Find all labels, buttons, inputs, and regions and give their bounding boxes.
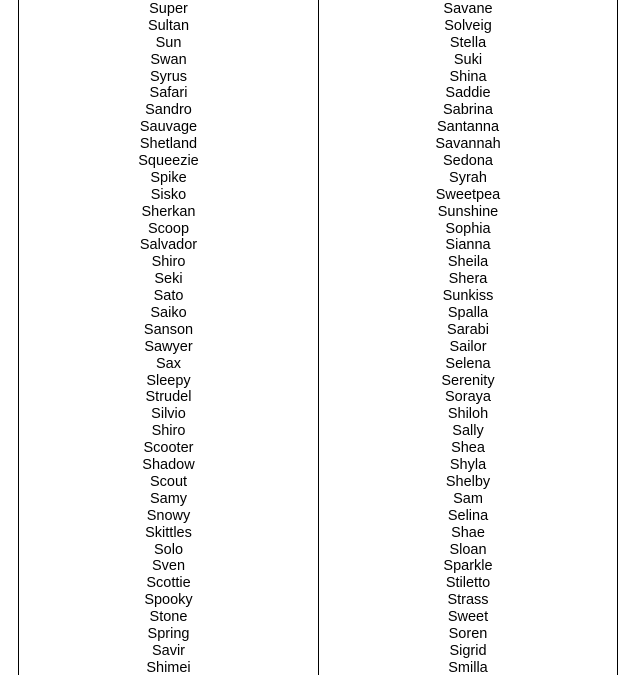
name-cell: Selina bbox=[447, 507, 489, 524]
name-cell: Sultan bbox=[147, 17, 190, 34]
name-cell: Scoop bbox=[147, 220, 190, 237]
name-cell: Sweet bbox=[447, 609, 489, 626]
name-cell: Sedona bbox=[443, 153, 493, 170]
name-cell: Saddie bbox=[445, 85, 491, 102]
name-cell: Solo bbox=[153, 541, 184, 558]
name-cell: Strass bbox=[447, 592, 489, 609]
name-cell: Sally bbox=[452, 423, 484, 440]
name-cell: Shae bbox=[451, 524, 485, 541]
left-name-column bbox=[19, 0, 319, 675]
name-cell: Spooky bbox=[144, 592, 193, 609]
name-cell: Shiloh bbox=[447, 406, 489, 423]
name-cell: Smilla bbox=[448, 659, 488, 676]
name-cell: Spalla bbox=[447, 305, 489, 322]
name-cell: Skittles bbox=[145, 524, 192, 541]
name-cell: Salvador bbox=[139, 237, 198, 254]
name-cell: Suki bbox=[453, 51, 483, 68]
name-cell: Sianna bbox=[445, 237, 491, 254]
name-cell: Sandro bbox=[145, 102, 192, 119]
name-cell: Super bbox=[149, 1, 188, 17]
name-cell: Sunshine bbox=[437, 203, 499, 220]
name-cell: Selena bbox=[445, 355, 491, 372]
name-cell: Strudel bbox=[145, 389, 192, 406]
name-cell: Syrus bbox=[149, 68, 188, 85]
name-cell: Seki bbox=[154, 271, 183, 288]
name-cell: Sax bbox=[156, 355, 181, 372]
name-cell: Sanson bbox=[143, 321, 194, 338]
name-cell: Stiletto bbox=[445, 575, 491, 592]
name-cell: Sailor bbox=[449, 338, 487, 355]
name-cell: Shina bbox=[449, 68, 487, 85]
name-cell: Solveig bbox=[444, 17, 492, 34]
name-cell: Swan bbox=[150, 51, 187, 68]
name-cell: Soren bbox=[448, 625, 488, 642]
name-cell: Shimei bbox=[146, 659, 191, 676]
name-cell: Savir bbox=[151, 642, 186, 659]
name-cell: Saiko bbox=[150, 305, 187, 322]
name-cell: Shea bbox=[451, 440, 485, 457]
name-cell: Shiro bbox=[151, 254, 186, 271]
name-cell: Snowy bbox=[146, 507, 191, 524]
name-cell: Stone bbox=[149, 609, 188, 626]
name-cell: Sun bbox=[155, 34, 182, 51]
name-cell: Sam bbox=[453, 490, 483, 507]
right-name-column bbox=[319, 0, 617, 675]
name-cell: Sleepy bbox=[146, 372, 191, 389]
name-cell: Sheila bbox=[447, 254, 489, 271]
name-cell: Sparkle bbox=[443, 558, 493, 575]
name-cell: Sawyer bbox=[144, 338, 193, 355]
name-cell: Stella bbox=[449, 34, 487, 51]
name-cell: Spring bbox=[147, 625, 190, 642]
name-cell: Scottie bbox=[146, 575, 191, 592]
name-cell: Savannah bbox=[435, 136, 501, 153]
name-cell: Shadow bbox=[142, 457, 195, 474]
name-cell: Safari bbox=[149, 85, 188, 102]
name-cell: Sabrina bbox=[443, 102, 493, 119]
name-cell: Shelby bbox=[445, 473, 491, 490]
name-cell: Sunkiss bbox=[442, 288, 494, 305]
name-cell: Serenity bbox=[441, 372, 495, 389]
name-cell: Samy bbox=[149, 490, 188, 507]
name-cell: Sigrid bbox=[449, 642, 487, 659]
name-cell: Soraya bbox=[445, 389, 491, 406]
name-cell: Sherkan bbox=[141, 203, 196, 220]
name-cell: Sweetpea bbox=[435, 186, 501, 203]
name-cell: Shetland bbox=[139, 136, 198, 153]
name-cell: Sloan bbox=[449, 541, 487, 558]
name-cell: Shiro bbox=[151, 423, 186, 440]
name-cell: Sisko bbox=[150, 186, 187, 203]
name-cell: Shyla bbox=[449, 457, 487, 474]
name-cell: Syrah bbox=[449, 169, 487, 186]
name-cell: Silvio bbox=[151, 406, 186, 423]
name-cell: Scooter bbox=[143, 440, 194, 457]
name-cell: Sarabi bbox=[447, 321, 489, 338]
name-cell: Sven bbox=[151, 558, 186, 575]
name-cell: Squeezie bbox=[138, 153, 199, 170]
name-cell: Spike bbox=[150, 169, 187, 186]
name-cell: Savane bbox=[443, 1, 493, 17]
name-cell: Santanna bbox=[436, 119, 500, 136]
names-table bbox=[18, 0, 618, 675]
name-cell: Sauvage bbox=[139, 119, 198, 136]
name-cell: Scout bbox=[149, 473, 188, 490]
name-cell: Shera bbox=[448, 271, 488, 288]
name-cell: Sophia bbox=[445, 220, 491, 237]
name-cell: Sato bbox=[153, 288, 184, 305]
